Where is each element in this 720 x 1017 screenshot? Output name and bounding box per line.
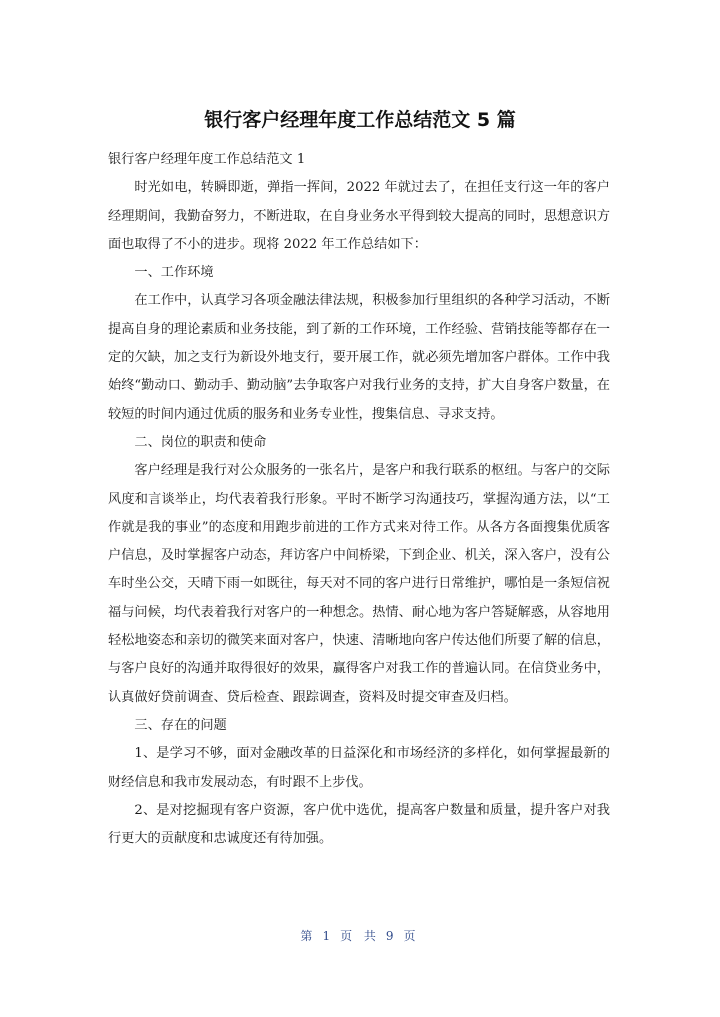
subsection-heading: 三、存在的问题 xyxy=(134,717,227,733)
paragraph: 在工作中，认真学习各项金融法律法规，积极参加行里组织的各种学习活动，不断提高自身的理论素质和业务技能，到了新的工作环境，工作经验、营销技能等都存在一定的欠缺，加之支行为新设外地支行，要开展工作，就必须先增加客户群体。工作中我始终“勤动口、勤动手、勤动脑”去争取客户对我行业务的支持，扩大自身客户数量，在较短的时间内通过优质的服务和业务专业性，搜集信息、寻求支持。 xyxy=(108,293,610,422)
subsection-heading: 一、工作环境 xyxy=(134,265,214,281)
paragraph: 时光如电，转瞬即逝，弹指一挥间，2022 年就过去了，在担任支行这一年的客户经理期间，我勤奋努力，不断进取，在自身业务水平得到较大提高的同时，思想意识方面也取得了不小的进步。现将 2022 年工作总结如下： xyxy=(108,180,610,252)
footer-label-page: 第 xyxy=(300,929,317,943)
paragraph: 2、是对挖掘现有客户资源，客户优中选优，提高客户数量和质量，提升客户对我行更大的贡献度和忠诚度还有待加强。 xyxy=(108,802,610,847)
document-body xyxy=(108,146,610,853)
section-heading: 银行客户经理年度工作总结范文 1 xyxy=(108,152,306,167)
paragraph: 1、是学习不够，面对金融改革的日益深化和市场经济的多样化，如何掌握最新的财经信息和我市发展动态，有时跟不上步伐。 xyxy=(108,746,610,790)
page-footer xyxy=(0,927,720,945)
footer-label-of: 页 共 xyxy=(340,929,380,943)
footer-current-page: 1 xyxy=(322,929,335,943)
footer-label-pages: 页 xyxy=(403,929,420,943)
subsection-heading: 二、岗位的职责和使命 xyxy=(134,434,267,450)
document-title: 银行客户经理年度工作总结范文 5 篇 xyxy=(204,109,516,131)
paragraph: 客户经理是我行对公众服务的一张名片，是客户和我行联系的枢纽。与客户的交际风度和言谈举止，均代表着我行形象。平时不断学习沟通技巧，掌握沟通方法，以“工作就是我的事业”的态度和用跑步前进的工作方式来对待工作。从各方各面搜集优质客户信息，及时掌握客户动态，拜访客户中间桥梁，下到企业、机关，深入客户，没有公车时坐公交，天晴下雨一如既往，每天对不同的客户进行日常维护，哪怕是一条短信祝福与问候，均代表着我行对客户的一种想念。热情、耐心地为客户答疑解惑，从容地用轻松地姿态和亲切的微笑来面对客户，快速、清晰地向客户传达他们所要了解的信息，与客户良好的沟通并取得很好的效果，赢得客户对我工作的普遍认同。在信贷业务中，认真做好贷前调查、贷后检查、跟踪调查，资料及时提交审查及归档。 xyxy=(108,463,610,705)
footer-total-pages: 9 xyxy=(385,929,398,943)
